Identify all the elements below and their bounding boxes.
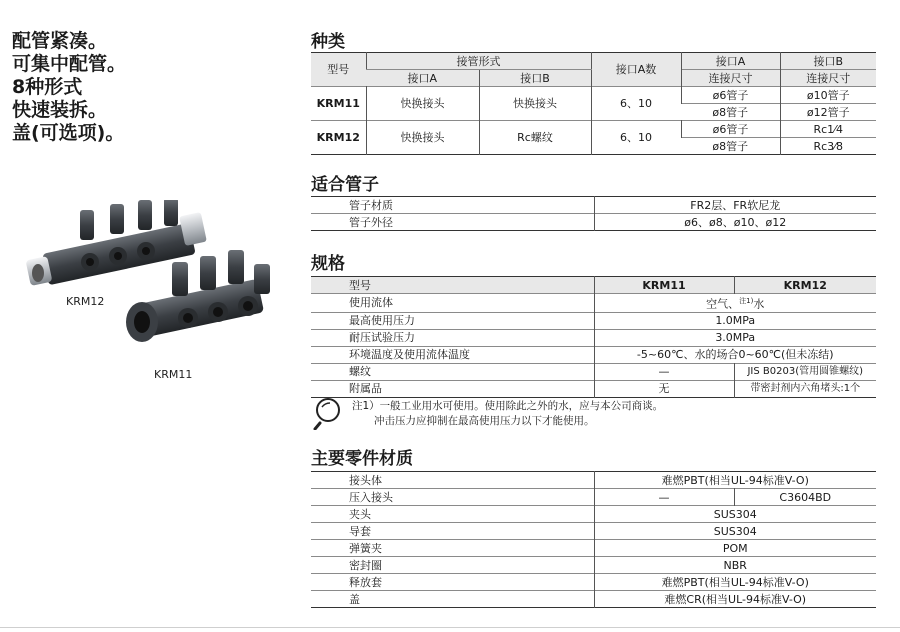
spec-value-krm11: 无 [594,380,734,397]
spec-header-krm11: KRM11 [594,277,734,294]
spec-label: 螺纹 [349,365,371,379]
spec-label: 耐压试验压力 [349,331,415,345]
spec-label: 最高使用压力 [349,314,415,328]
fluid-air: 空气、 [706,297,740,311]
model-cell: KRM12 [316,131,360,144]
material-value: SUS304 [594,523,876,540]
material-label: 盖 [349,592,360,606]
a-size-cell: ø8管子 [712,139,749,153]
table-row [311,540,876,557]
spec-value-krm12: 带密封剂内六角堵头:1个 [734,380,876,397]
port-a-cell: 快换接头 [366,87,479,121]
table-row [311,591,876,608]
feature-item: 快速装拆。 [12,99,108,121]
tubes-table [311,196,876,231]
tube-value: ø6、ø8、ø10、ø12 [594,214,876,231]
table-row [311,87,876,104]
note-text [352,399,663,429]
material-value-krm12: C3604BD [734,489,876,506]
header-port-b: 接口B [479,70,591,87]
b-size-cell: ø10管子 [780,87,876,104]
a-size-cell: ø8管子 [712,105,749,119]
caption-krm12: KRM12 [66,295,105,308]
material-label: 压入接头 [349,490,393,504]
table-row [311,557,876,574]
feature-item: 可集中配管。 [12,53,127,75]
feature-item: 盖(可选项)。 [12,122,125,144]
material-label: 导套 [349,524,371,538]
caption-krm11: KRM11 [154,368,193,381]
material-value: POM [594,540,876,557]
a-size-cell: ø6管子 [681,121,780,138]
table-row [311,506,876,523]
material-label: 弹簧夹 [349,541,382,555]
table-row [311,574,876,591]
header-count: 接口A数 [591,53,681,87]
b-size-cell: Rc3⁄8 [780,138,876,155]
product-photo [22,200,272,385]
note-line: 冲击压力应抑制在最高使用压力以下才能使用。 [374,415,595,427]
port-b-cell: Rc螺纹 [479,121,591,155]
spec-value: 1.0MPa [594,312,876,329]
material-label: 释放套 [349,575,382,589]
fluid-note-ref: 注1) [739,297,754,305]
section-title-tubes: 适合管子 [311,175,379,195]
spec-label: 环境温度及使用流体温度 [349,348,470,362]
header-a-size-sub: 连接尺寸 [681,70,780,87]
port-b-cell: 快换接头 [479,87,591,121]
feature-list [12,30,126,145]
section-title-types: 种类 [311,32,345,52]
section-title-specs: 规格 [311,254,345,274]
material-value: 难燃PBT(相当UL-94标准V-O) [594,574,876,591]
material-value-krm11: — [594,489,734,506]
tube-label: 管子材质 [349,198,393,212]
header-port-a: 接口A [407,71,438,85]
b-size-cell: Rc1⁄4 [780,121,876,138]
table-row [311,523,876,540]
feature-item: 8种形式 [12,76,83,98]
port-a-cell: 快换接头 [366,121,479,155]
magnifier-note-icon [313,396,347,430]
materials-table [311,471,876,608]
table-row [311,380,876,397]
table-row [311,363,876,380]
b-size-cell: ø12管子 [780,104,876,121]
material-value: SUS304 [594,506,876,523]
table-row [311,121,876,138]
feature-item: 配管紧凑。 [12,30,108,52]
table-row [311,214,876,231]
spec-label: 附属品 [349,382,382,396]
table-row [311,277,876,294]
tube-value: FR2层、FR软尼龙 [594,197,876,214]
table-row [311,294,876,313]
header-model: 型号 [327,63,350,76]
count-cell: 6、10 [591,121,681,155]
header-a-size: 接口A [681,53,780,70]
table-row [311,346,876,363]
header-b-size-sub: 连接尺寸 [780,70,876,87]
material-value: NBR [594,557,876,574]
page-bottom-divider [0,627,900,628]
section-title-materials: 主要零件材质 [311,449,413,469]
table-row [311,489,876,506]
spec-value [594,294,876,313]
header-b-size: 接口B [780,53,876,70]
count-cell: 6、10 [591,87,681,121]
spec-value-krm12: JIS B0203(管用圆锥螺纹) [734,363,876,380]
spec-value-krm11: — [594,363,734,380]
material-label: 接头体 [349,473,382,487]
spec-value: -5~60℃、水的场合0~60℃(但未冻结) [594,346,876,363]
spec-header-model: 型号 [349,278,371,292]
tube-label: 管子外径 [349,215,393,229]
spec-value: 3.0MPa [594,329,876,346]
types-table [311,52,876,155]
material-label: 密封圈 [349,558,382,572]
note-line: 注1）一般工业用水可使用。使用除此之外的水，应与本公司商谈。 [352,400,664,412]
table-row [311,472,876,489]
table-row [311,329,876,346]
spec-label: 使用流体 [349,296,393,310]
fluid-water: 水 [753,297,765,311]
model-cell: KRM11 [316,97,360,110]
a-size-cell: ø6管子 [681,87,780,104]
table-row [311,312,876,329]
material-label: 夹头 [349,507,371,521]
table-row [311,197,876,214]
material-value: 难燃PBT(相当UL-94标准V-O) [594,472,876,489]
material-value: 难燃CR(相当UL-94标准V-O) [594,591,876,608]
header-form: 接管形式 [366,53,591,70]
specs-table [311,276,876,398]
spec-header-krm12: KRM12 [734,277,876,294]
